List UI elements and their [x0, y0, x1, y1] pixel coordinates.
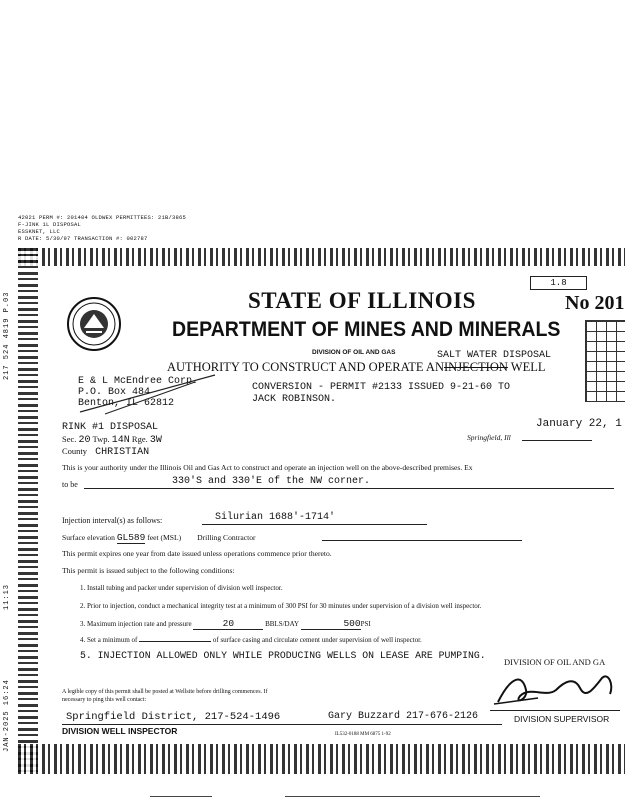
to-be-label: to be: [62, 480, 78, 489]
inspector-label: DIVISION WELL INSPECTOR: [62, 726, 178, 736]
signature-rule: [490, 710, 620, 711]
typed-salt-water: SALT WATER DISPOSAL: [437, 350, 552, 361]
condition-2: [80, 602, 625, 610]
state-seal-icon: [66, 296, 122, 352]
well-name: RINK #1 DISPOSAL: [62, 422, 159, 433]
authority-end: WELL: [510, 360, 546, 374]
fax-margin-top: 217 524 4819 P.03: [3, 291, 11, 380]
expiry-statement: This permit expires one year from date issued unless operations commence prior thereto.: [62, 549, 332, 558]
authority-text: AUTHORITY TO CONSTRUCT AND OPERATE AN: [167, 360, 444, 374]
form-code: IL532-0188 MM 6875 1-92: [335, 732, 391, 737]
fax-line-2: F-JINK 1L DISPOSAL: [18, 221, 82, 228]
conversion-block: [252, 382, 510, 406]
injection-interval: Silurian 1688'-1714': [215, 512, 336, 523]
issue-date: January 22, 1: [536, 418, 622, 430]
drilling-label: Drilling Contractor: [197, 533, 256, 542]
max-pressure-value: 500: [301, 618, 361, 630]
record-grid: [585, 320, 625, 402]
drilling-rule: [322, 540, 522, 541]
rge-label: Rge.: [131, 434, 148, 444]
twp-label: Twp.: [92, 434, 110, 444]
pressure-unit: PSI: [360, 620, 371, 628]
division-label: DIVISION OF OIL AND GAS: [312, 349, 396, 356]
fax-line-3: ESSKNET, LLC: [18, 228, 61, 235]
ornamental-border-top: [18, 248, 625, 266]
number-prefix: No: [565, 292, 590, 314]
condition-3: [80, 618, 371, 630]
supervisor-signature: [490, 668, 620, 710]
inspector-name: Gary Buzzard 217-676-2126: [328, 711, 479, 722]
condition-text-2: of surface casing and circulate cement under supervision of well inspector.: [212, 636, 422, 644]
elevation-unit: feet (MSL): [147, 533, 182, 542]
fax-line-1: 42021 PERM #: 201404 OLDWEX PERMITTEES: 21B/3865: [18, 214, 187, 221]
sec-label: Sec.: [62, 434, 77, 444]
conversion-line-2: JACK ROBINSON.: [252, 394, 337, 405]
scan-mark: [285, 796, 540, 797]
location-rule: [84, 488, 614, 489]
interval-rule: [202, 524, 427, 525]
ornamental-border-bottom: [18, 744, 625, 774]
city-label: Springfield, Ill: [467, 433, 511, 442]
interval-label: Injection interval(s) as follows:: [62, 516, 163, 525]
supervisor-label: DIVISION SUPERVISOR: [514, 714, 610, 724]
elevation-label: Surface elevation: [62, 533, 115, 542]
elevation-row: [62, 532, 256, 544]
addressee-line-3: Benton, IL 62812: [78, 398, 175, 409]
authority-struck: INJECTION: [444, 360, 508, 374]
fax-line-4: R DATE: 5/30/97 TRANSACTION #: 002787: [18, 235, 148, 242]
permit-number: 201: [594, 292, 625, 314]
county-label: County: [62, 446, 88, 456]
conditions-header: This permit is issued subject to the following conditions:: [62, 566, 235, 575]
state-title: STATE OF ILLINOIS: [248, 288, 476, 313]
condition-number: 5.: [80, 650, 92, 661]
condition-number: 1.: [80, 584, 86, 592]
department-title: DEPARTMENT OF MINES AND MINERALS: [172, 318, 561, 341]
fax-margin-bottom: JAN-2025 16:24: [3, 679, 11, 752]
permit-number-label: [565, 292, 624, 315]
addressee-line-2: P.O. Box 484: [78, 387, 151, 398]
division-oil-gas-label: DIVISION OF OIL AND GA: [504, 657, 606, 667]
condition-4: [80, 636, 422, 644]
elevation-value: GL589: [116, 532, 146, 543]
legible-copy-note: A legible copy of this permit shall be posted at Wellsite before drilling commences. If necessary to ping this well contact:: [62, 689, 268, 703]
condition-1: [80, 584, 283, 592]
legal-location: [62, 434, 162, 446]
condition-text: Install tubing and packer under supervision of division well inspector.: [87, 584, 283, 592]
condition-number: 3.: [80, 620, 86, 628]
fax-margin-mid: 11:13: [3, 583, 11, 610]
casing-rule: [139, 641, 211, 642]
district-office: Springfield District, 217-524-1496: [66, 711, 281, 723]
county-value: CHRISTIAN: [95, 447, 150, 458]
inspector-rule: [62, 724, 502, 725]
permit-box: 1.8: [530, 276, 587, 290]
ornamental-border-left: [18, 248, 38, 774]
sec-value: 20: [78, 435, 91, 446]
rate-unit: BBLS/DAY: [265, 620, 299, 628]
twp-value: 14N: [111, 435, 130, 446]
authority-statement: This is your authority under the Illinois Oil and Gas Act to construct and operate an injection well on the above-described premises. Ex: [62, 463, 473, 472]
fax-header: [18, 214, 186, 242]
condition-number: 4.: [80, 636, 86, 644]
max-rate-value: 20: [193, 618, 263, 630]
condition-text: Prior to injection, conduct a mechanical integrity test at a minimum of 300 PSI for 30 minutes under supervision of a division well inspector.: [87, 602, 482, 610]
county-row: [62, 446, 149, 458]
condition-text: Maximum injection rate and pressure: [87, 620, 192, 628]
conversion-line-1: CONVERSION - PERMIT #2133 ISSUED 9-21-60 TO: [252, 382, 511, 393]
addressee-line-1: E & L McEndree Corp.: [78, 376, 199, 387]
scan-mark: [150, 796, 212, 797]
cross-out-strokes: [75, 372, 225, 417]
location-description: 330'S and 330'E of the NW corner.: [172, 476, 371, 487]
rge-value: 3W: [149, 435, 162, 446]
condition-text: INJECTION ALLOWED ONLY WHILE PRODUCING WELLS ON LEASE ARE PUMPING.: [97, 650, 486, 661]
condition-number: 2.: [80, 602, 86, 610]
city-rule: [522, 440, 592, 441]
condition-text: Set a minimum of: [87, 636, 138, 644]
condition-5: [80, 650, 486, 661]
